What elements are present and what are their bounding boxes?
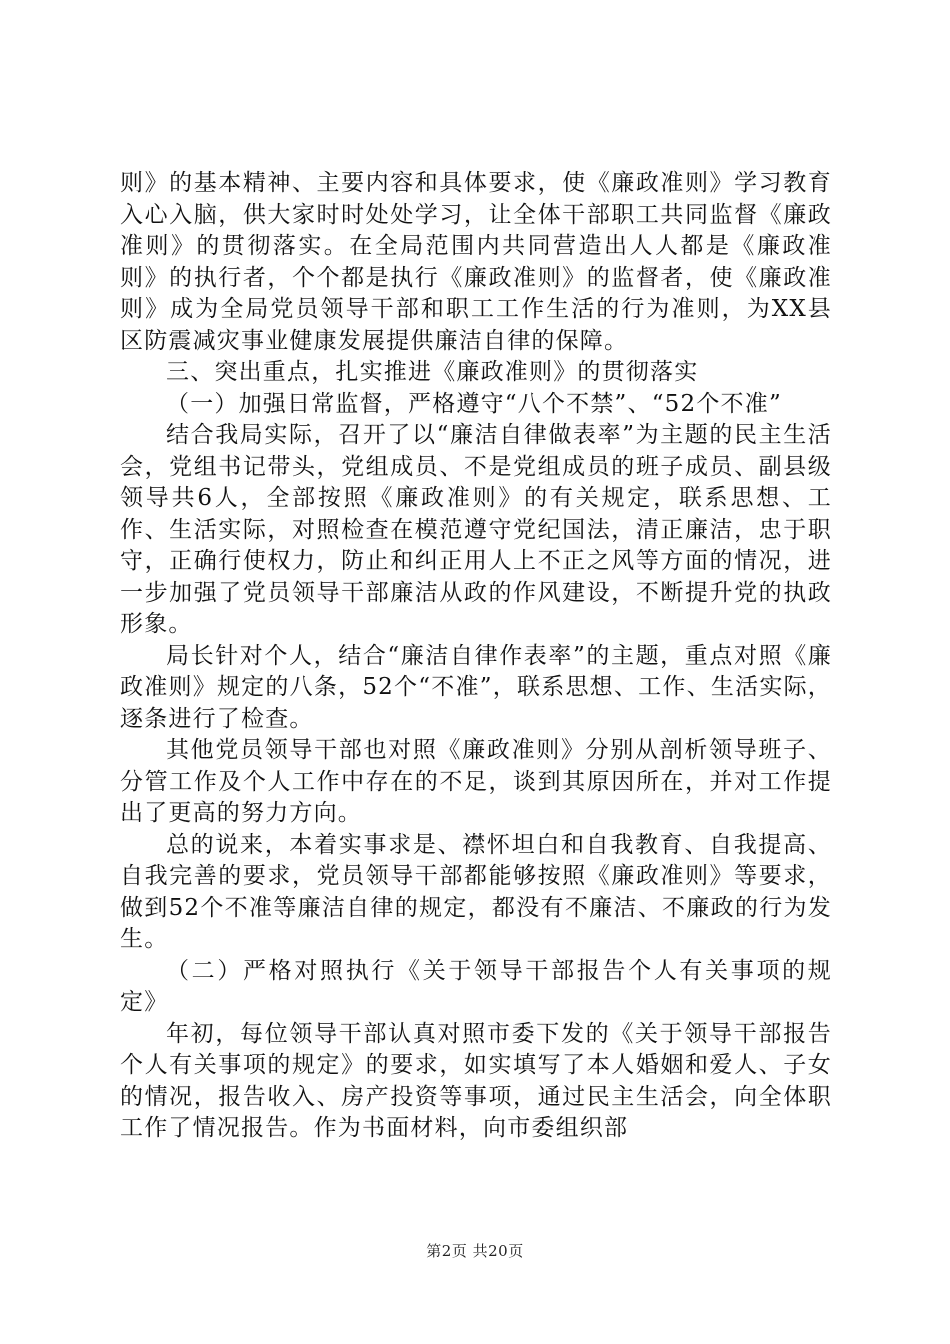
page-number-footer: 第2页 共20页 [426,1242,524,1260]
paragraph: 总的说来，本着实事求是、襟怀坦白和自我教育、自我提高、自我完善的要求，党员领导干部都能够按照《廉政准则》等要求，做到52个不准等廉洁自律的规定，都没有不廉洁、不廉政的行为发生。 [120,831,832,952]
paragraph: 局长针对个人，结合“廉洁自律作表率”的主题，重点对照《廉政准则》规定的八条，52个“不准”，联系思想、工作、生活实际，逐条进行了检查。 [120,642,832,732]
document-body [120,168,832,1145]
paragraph: 其他党员领导干部也对照《廉政准则》分别从剖析领导班子、分管工作及个人工作中存在的不足，谈到其原因所在，并对工作提出了更高的努力方向。 [120,737,832,826]
subsection-heading: （一）加强日常监督，严格遵守“八个不禁”、“52个不准” [166,390,782,417]
paragraph: 年初，每位领导干部认真对照市委下发的《关于领导干部报告个人有关事项的规定》的要求，如实填写了本人婚姻和爱人、子女的情况，报告收入、房产投资等事项，通过民主生活会，向全体职工作了情况报告。作为书面材料，向市委组织部 [120,1020,832,1141]
subsection-heading: （二）严格对照执行《关于领导干部报告个人有关事项的规定》 [120,957,832,1015]
paragraph: 结合我局实际，召开了以“廉洁自律做表率”为主题的民主生活会，党组书记带头，党组成员、不是党组成员的班子成员、副县级领导共6人，全部按照《廉政准则》的有关规定，联系思想、工作、生活实际，对照检查在模范遵守党纪国法，清正廉洁，忠于职守，正确行使权力，防止和纠正用人上不正之风等方面的情况，进一步加强了党员领导干部廉洁从政的作风建设，不断提升党的执政形象。 [120,422,832,637]
paragraph: 则》的基本精神、主要内容和具体要求，使《廉政准则》学习教育入心入脑，供大家时时处处学习，让全体干部职工共同监督《廉政准则》的贯彻落实。在全局范围内共同营造出人人都是《廉政准则》的执行者，个个都是执行《廉政准则》的监督者，使《廉政准则》成为全局党员领导干部和职工工作生活的行为准则，为XX县区防震减灾事业健康发展提供廉洁自律的保障。 [120,170,832,354]
section-heading: 三、突出重点，扎实推进《廉政准则》的贯彻落实 [166,359,699,385]
